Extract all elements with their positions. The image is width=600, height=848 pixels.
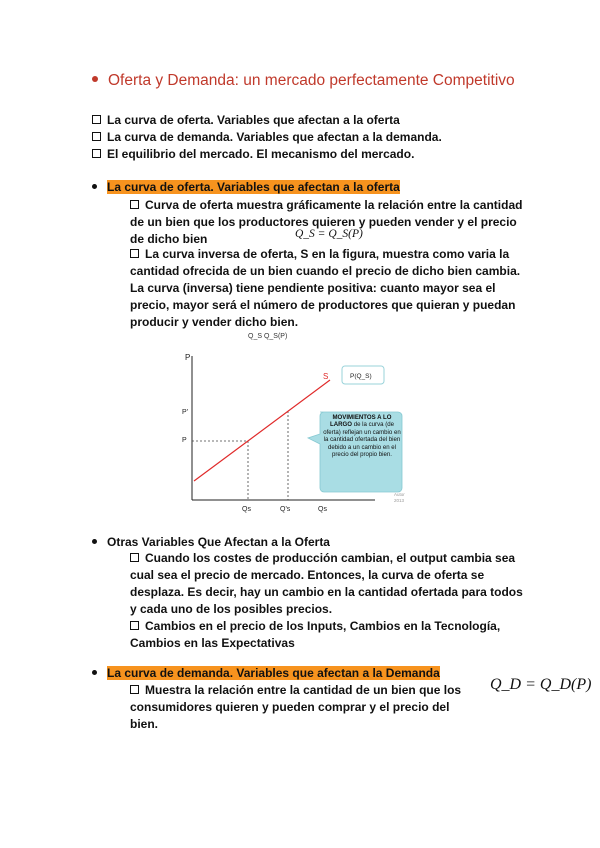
curve-label: S <box>323 372 329 381</box>
x-tick-1: Qs <box>242 506 251 513</box>
supply-curve-figure <box>170 328 420 518</box>
y-axis-label: P <box>185 353 191 362</box>
curve-annotation: P(Q_S) <box>350 373 372 380</box>
inverse-supply-text: La curva inversa de oferta, S en la figura, muestra como varia la cantidad ofrecida de un bien cuando el precio de dicho bien cambia. La curva (inversa) tiene pendiente positiva: cuanto mayor sea el precio, mayor será el número de productores que quieran y puedan producir y vender dicho bien. <box>130 247 521 329</box>
supply-formula: Q_S = Q_S(P) <box>295 228 363 240</box>
oferta-definition: Curva de oferta muestra gráficamente la relación entre la cantidad de un bien que los productores quieren y pueden vender y el precio de dicho bien <box>130 198 523 246</box>
checkbox-icon <box>130 685 139 694</box>
toc-list <box>92 112 442 163</box>
cambios-text: Cambios en el precio de los Inputs, Cambios en la Tecnología, Cambios en las Expectativas <box>130 619 501 650</box>
bullet-icon <box>92 76 98 82</box>
demanda-definition: Muestra la relación entre la cantidad de un bien que los consumidores quieren y pueden comprar y el precio del bien. <box>130 683 462 731</box>
x-tick-2: Q's <box>280 506 291 513</box>
section-title-otras-variables: Otras Variables Que Afectan a la Oferta <box>92 534 330 551</box>
page-title: Oferta y Demanda: un mercado perfectamente Competitivo <box>92 72 515 90</box>
checkbox-icon <box>130 621 139 630</box>
costes-text: Cuando los costes de producción cambian, el output cambia sea cual sea el precio de mercado. Entonces, la curva de oferta se desplaza. Es decir, hay un cambio en la cantidad ofertada para todos y cada uno de los posibles precios. <box>130 551 523 616</box>
checkbox-icon <box>130 249 139 258</box>
callout-content: MOVIMIENTOS A LO LARGO de la curva (de oferta) reflejan un cambio en la cantidad ofertada del bien debido a un cambio en el precio del propio bien. <box>323 414 401 459</box>
checkbox-icon <box>130 200 139 209</box>
section-title-demanda: La curva de demanda. Variables que afectan a la Demanda <box>92 665 440 682</box>
y-tick-lower: P <box>182 437 187 444</box>
demand-formula: Q_D = Q_D(P) <box>490 676 592 693</box>
toc-item: El equilibrio del mercado. El mecanismo del mercado. <box>92 146 442 163</box>
watermark: Autor 2013 <box>394 492 405 503</box>
checkbox-icon <box>92 149 101 158</box>
supply-curve-line <box>194 380 330 481</box>
y-tick-upper: P' <box>182 409 189 416</box>
section-title-oferta: La curva de oferta. Variables que afectan a la oferta <box>92 179 400 196</box>
toc-item: La curva de oferta. Variables que afectan a la oferta <box>92 112 442 129</box>
bullet-icon <box>92 670 97 675</box>
x-axis-label: Qs <box>318 506 327 513</box>
checkbox-icon <box>92 115 101 124</box>
toc-item: La curva de demanda. Variables que afectan a la demanda. <box>92 129 442 146</box>
bullet-icon <box>92 539 97 544</box>
checkbox-icon <box>92 132 101 141</box>
figure-top-label: Q_S Q_S(P) <box>248 333 288 340</box>
checkbox-icon <box>130 553 139 562</box>
bullet-icon <box>92 184 97 189</box>
